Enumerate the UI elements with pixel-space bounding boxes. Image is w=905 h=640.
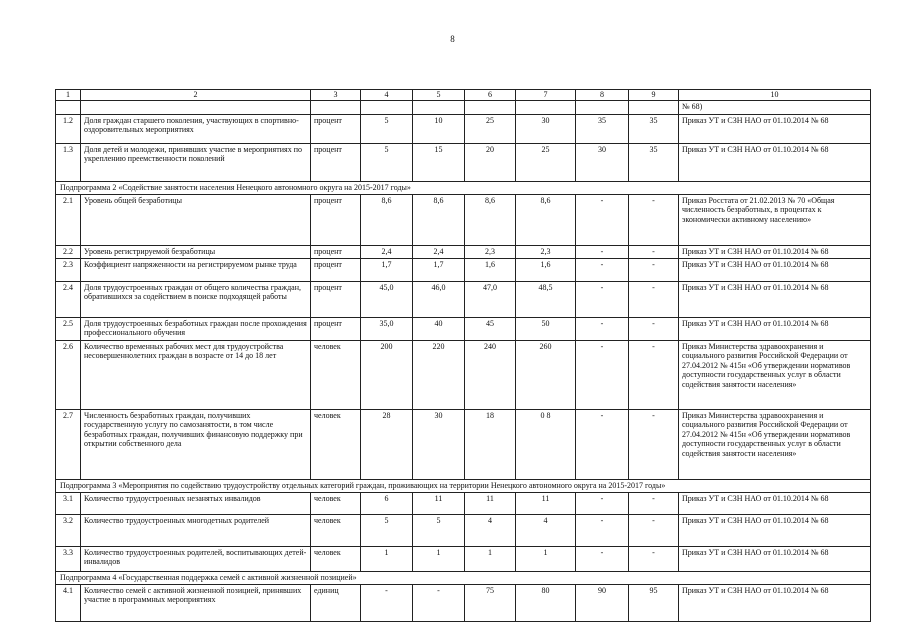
source-reference: Приказ УТ и СЗН НАО от 01.10.2014 № 68 [679,584,871,621]
table-row [56,100,871,114]
indicator-name: Уровень регистрируемой безработицы [81,245,311,258]
value-col-9: - [629,546,679,571]
value-col-9: - [629,281,679,317]
value-col-9: 35 [629,143,679,181]
source-reference: Приказ УТ и СЗН НАО от 01.10.2014 № 68 [679,114,871,143]
value-col-4: 6 [361,492,413,514]
table-row [56,194,871,245]
table-row [56,114,871,143]
subprogram-row [56,181,871,194]
page-number: 8 [450,34,455,44]
indicator-name: Доля детей и молодежи, принявших участие в мероприятиях по укреплению преемственности поколений [81,143,311,181]
unit: человек [311,546,361,571]
unit: человек [311,492,361,514]
row-number: 2.6 [56,340,81,409]
row-number: 2.2 [56,245,81,258]
value-col-9: - [629,194,679,245]
value-col-5: 46,0 [413,281,465,317]
indicator-name: Доля граждан старшего поколения, участвующих в спортивно-оздоровительных мероприятиях [81,114,311,143]
value-col-6: 8,6 [465,194,516,245]
value-col-5: 15 [413,143,465,181]
value-col-5: 40 [413,317,465,340]
source-reference: Приказ УТ и СЗН НАО от 01.10.2014 № 68 [679,492,871,514]
source-reference: Приказ УТ и СЗН НАО от 01.10.2014 № 68 [679,317,871,340]
value-col-5: 11 [413,492,465,514]
table-row [56,245,871,258]
value-col-7: 4 [516,514,576,546]
indicator-name: Численность безработных граждан, получивших государственную услугу по самозанятости, в том числе безработных граждан, получивших финансовую поддержку при открытии собственного дела [81,409,311,479]
source-reference: Приказ УТ и СЗН НАО от 01.10.2014 № 68 [679,546,871,571]
value-col-6: 4 [465,514,516,546]
value-col-8: - [576,245,629,258]
indicator-name: Уровень общей безработицы [81,194,311,245]
unit: процент [311,281,361,317]
table-row [56,584,871,621]
value-col-7: 2,3 [516,245,576,258]
unit [311,100,361,114]
indicator-name: Количество временных рабочих мест для трудоустройства несовершеннолетних граждан в возрасте от 14 до 18 лет [81,340,311,409]
value-col-5: 5 [413,514,465,546]
value-col-5: 8,6 [413,194,465,245]
value-col-9: - [629,317,679,340]
value-col-7: 8,6 [516,194,576,245]
value-col-4: 1,7 [361,258,413,281]
unit: процент [311,317,361,340]
value-col-6: 1,6 [465,258,516,281]
header-cell: 7 [516,90,576,101]
row-number: 2.1 [56,194,81,245]
row-number: 1.3 [56,143,81,181]
table-row [56,258,871,281]
table-row [56,317,871,340]
unit: человек [311,340,361,409]
indicator-name: Доля трудоустроенных граждан от общего количества граждан, обратившихся за содействием в поиске подходящей работы [81,281,311,317]
header-cell: 9 [629,90,679,101]
value-col-6: 45 [465,317,516,340]
indicator-name: Количество трудоустроенных незанятых инвалидов [81,492,311,514]
subprogram-row [56,571,871,584]
value-col-9: - [629,409,679,479]
source-reference: Приказ УТ и СЗН НАО от 01.10.2014 № 68 [679,514,871,546]
unit: процент [311,258,361,281]
value-col-8: - [576,492,629,514]
row-number: 4.1 [56,584,81,621]
value-col-8: - [576,546,629,571]
value-col-9: - [629,492,679,514]
subprogram-row [56,479,871,492]
value-col-6: 25 [465,114,516,143]
value-col-8: 35 [576,114,629,143]
value-col-6: 20 [465,143,516,181]
header-cell: 10 [679,90,871,101]
value-col-4: 5 [361,514,413,546]
value-col-4: 45,0 [361,281,413,317]
table-row [56,143,871,181]
value-col-6: 47,0 [465,281,516,317]
source-reference: Приказ Росстата от 21.02.2013 № 70 «Общая численность безработных, в процентах к экономически активному населению» [679,194,871,245]
value-col-5: 2,4 [413,245,465,258]
value-col-8: 90 [576,584,629,621]
row-number: 3.2 [56,514,81,546]
value-col-4: - [361,584,413,621]
value-col-9: - [629,245,679,258]
row-number: 2.3 [56,258,81,281]
value-col-6: 2,3 [465,245,516,258]
table-row [56,492,871,514]
table-row [56,281,871,317]
value-col-5: 1 [413,546,465,571]
value-col-9: 95 [629,584,679,621]
header-cell: 2 [81,90,311,101]
value-col-7 [516,100,576,114]
value-col-7: 25 [516,143,576,181]
value-col-7: 260 [516,340,576,409]
value-col-8: - [576,514,629,546]
value-col-7: 11 [516,492,576,514]
value-col-9: - [629,514,679,546]
unit: человек [311,514,361,546]
value-col-8: - [576,258,629,281]
header-cell: 8 [576,90,629,101]
value-col-9 [629,100,679,114]
row-number: 3.1 [56,492,81,514]
value-col-4: 5 [361,143,413,181]
unit: процент [311,114,361,143]
unit: человек [311,409,361,479]
value-col-6: 11 [465,492,516,514]
value-col-5: 220 [413,340,465,409]
value-col-6: 75 [465,584,516,621]
value-col-8: - [576,281,629,317]
value-col-7: 80 [516,584,576,621]
value-col-6: 240 [465,340,516,409]
source-reference: № 68) [679,100,871,114]
indicator-name [81,100,311,114]
value-col-4: 8,6 [361,194,413,245]
value-col-4: 2,4 [361,245,413,258]
value-col-4: 28 [361,409,413,479]
value-col-8: - [576,409,629,479]
value-col-8: - [576,317,629,340]
row-number: 2.4 [56,281,81,317]
source-reference: Приказ УТ и СЗН НАО от 01.10.2014 № 68 [679,258,871,281]
unit: процент [311,245,361,258]
source-reference: Приказ УТ и СЗН НАО от 01.10.2014 № 68 [679,245,871,258]
row-number [56,100,81,114]
subprogram-title: Подпрограмма 3 «Мероприятия по содействию трудоустройству отдельных категорий граждан, проживающих на территории Ненецкого автономного округа на 2015-2017 годы» [56,479,871,492]
value-col-6: 1 [465,546,516,571]
value-col-8 [576,100,629,114]
value-col-4: 1 [361,546,413,571]
header-cell: 1 [56,90,81,101]
indicator-name: Количество семей с активной жизненной позицией, принявших участие в программных мероприятиях [81,584,311,621]
indicator-name: Количество трудоустроенных многодетных родителей [81,514,311,546]
value-col-4: 200 [361,340,413,409]
value-col-7: 48,5 [516,281,576,317]
table-row [56,340,871,409]
value-col-4: 35,0 [361,317,413,340]
value-col-6: 18 [465,409,516,479]
indicator-name: Доля трудоустроенных безработных граждан после прохождения профессионального обучения [81,317,311,340]
subprogram-title: Подпрограмма 4 «Государственная поддержка семей с активной жизненной позицией» [56,571,871,584]
value-col-7: 0 8 [516,409,576,479]
header-row [56,90,871,101]
value-col-7: 30 [516,114,576,143]
indicators-table [55,89,871,622]
source-reference: Приказ Министерства здравоохранения и социального развития Российской Федерации от 27.04.2012 № 415н «Об утверждении нормативов доступности государственных услуг в области содействия занятости населения» [679,409,871,479]
row-number: 1.2 [56,114,81,143]
value-col-8: 30 [576,143,629,181]
value-col-5: 30 [413,409,465,479]
unit: единиц [311,584,361,621]
value-col-9: 35 [629,114,679,143]
value-col-7: 50 [516,317,576,340]
value-col-9: - [629,258,679,281]
unit: процент [311,194,361,245]
header-cell: 6 [465,90,516,101]
value-col-5: 10 [413,114,465,143]
row-number: 2.7 [56,409,81,479]
header-cell: 5 [413,90,465,101]
value-col-8: - [576,340,629,409]
value-col-8: - [576,194,629,245]
unit: процент [311,143,361,181]
header-cell: 4 [361,90,413,101]
table-row [56,409,871,479]
subprogram-title: Подпрограмма 2 «Содействие занятости населения Ненецкого автономного округа на 2015-2017 годы» [56,181,871,194]
value-col-4: 5 [361,114,413,143]
value-col-7: 1,6 [516,258,576,281]
value-col-9: - [629,340,679,409]
table-row [56,546,871,571]
value-col-7: 1 [516,546,576,571]
header-cell: 3 [311,90,361,101]
indicator-name: Коэффициент напряженности на регистрируемом рынке труда [81,258,311,281]
value-col-5 [413,100,465,114]
row-number: 3.3 [56,546,81,571]
table-row [56,514,871,546]
source-reference: Приказ УТ и СЗН НАО от 01.10.2014 № 68 [679,281,871,317]
source-reference: Приказ Министерства здравоохранения и социального развития Российской Федерации от 27.04.2012 № 415н «Об утверждении нормативов доступности государственных услуг в области содействия занятости населения» [679,340,871,409]
row-number: 2.5 [56,317,81,340]
value-col-4 [361,100,413,114]
indicator-name: Количество трудоустроенных родителей, воспитывающих детей-инвалидов [81,546,311,571]
source-reference: Приказ УТ и СЗН НАО от 01.10.2014 № 68 [679,143,871,181]
value-col-5: - [413,584,465,621]
value-col-6 [465,100,516,114]
value-col-5: 1,7 [413,258,465,281]
